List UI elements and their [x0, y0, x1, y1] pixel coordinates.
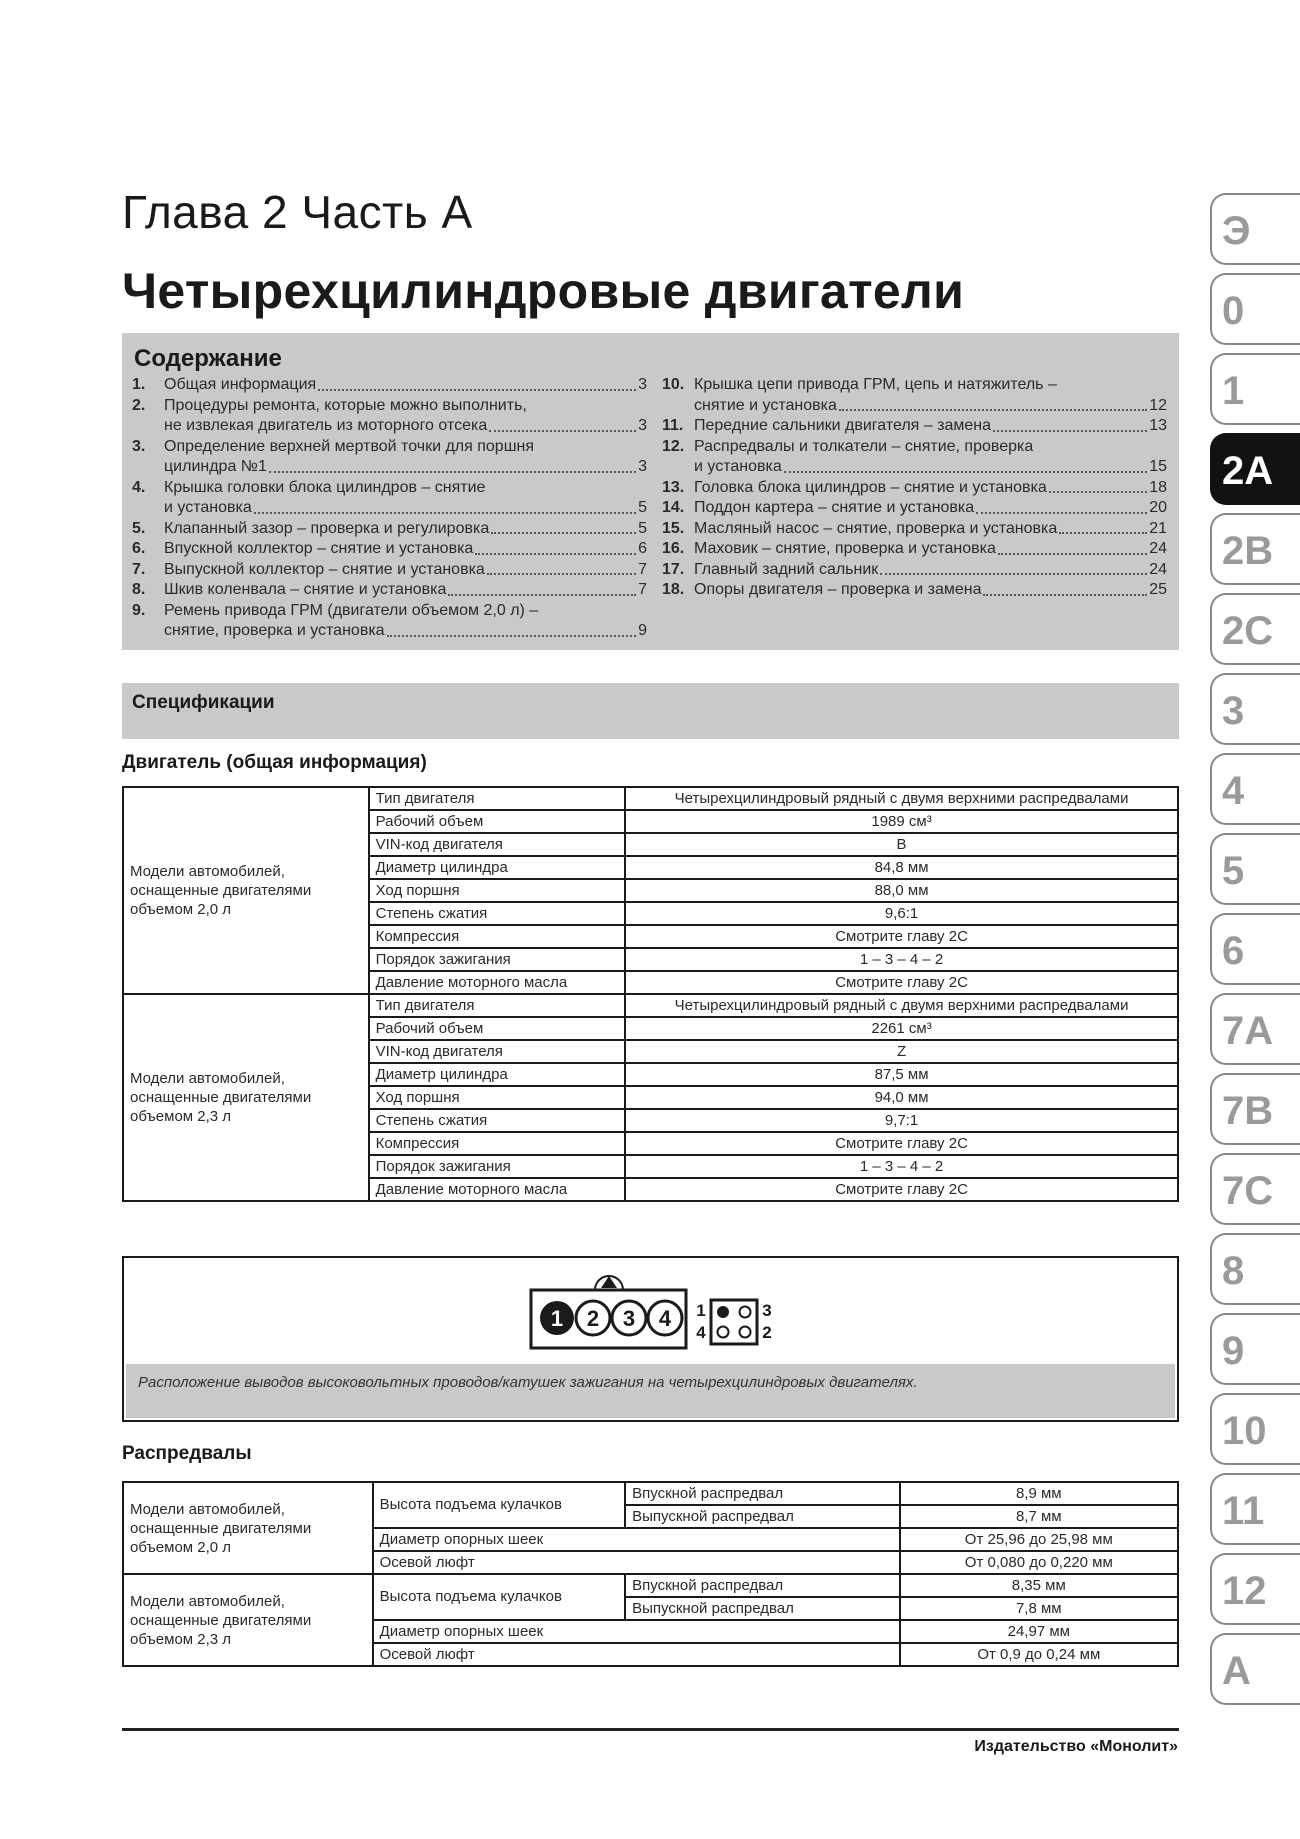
parameter-cell: Рабочий объем: [369, 1017, 626, 1040]
value-cell: 9,7:1: [625, 1109, 1178, 1132]
parameter-cell: Компрессия: [369, 1132, 626, 1155]
value-cell: 1 – 3 – 4 – 2: [625, 948, 1178, 971]
cylinder-2-label: 2: [586, 1306, 600, 1331]
chapter-tab-1[interactable]: 1: [1210, 353, 1300, 425]
toc-page-number: 25: [1149, 581, 1167, 598]
table-row: [123, 1574, 1178, 1597]
cam-model-cell: Модели автомобилей, оснащенные двигателями объемом 2,3 л: [123, 1574, 373, 1666]
diagram-caption: Расположение выводов высоковольтных проводов/катушек зажигания на четырехцилиндровых двигателях.: [138, 1374, 918, 1391]
coil-terminal-2: [740, 1327, 751, 1338]
exhaust-label-cell: Выпускной распредвал: [625, 1505, 900, 1528]
toc-leader: [983, 594, 1147, 596]
toc-item: [132, 478, 647, 519]
toc-page-number: 18: [1149, 478, 1167, 496]
page-title: Четырехцилиндровые двигатели: [122, 263, 965, 319]
camshaft-spec-table: [122, 1481, 1179, 1667]
table-row: [123, 787, 1178, 810]
lift-label-cell: Высота подъема кулачков: [373, 1482, 626, 1528]
parameter-cell: Степень сжатия: [369, 1109, 626, 1132]
coil-label-4: 4: [696, 1323, 706, 1342]
toc-page-number: 5: [638, 499, 647, 516]
toc-text: и установка: [694, 458, 782, 475]
toc-text: Определение верхней мертвой точки для поршня: [164, 437, 535, 455]
value-cell: 84,8 мм: [625, 856, 1178, 879]
toc-line: [694, 396, 1167, 417]
toc-page-number: 3: [638, 417, 647, 434]
toc-line: [694, 539, 1167, 560]
chapter-tab-7b[interactable]: 7B: [1210, 1073, 1300, 1145]
chapter-tab-2a[interactable]: 2A: [1210, 433, 1300, 505]
parameter-cell: Ход поршня: [369, 879, 626, 902]
chapter-tab-11[interactable]: 11: [1210, 1473, 1300, 1545]
toc-number: 15.: [662, 519, 685, 537]
value-cell: 94,0 мм: [625, 1086, 1178, 1109]
engine-model-cell: Модели автомобилей, оснащенные двигателями объемом 2,0 л: [123, 787, 369, 994]
toc-line: [694, 560, 1167, 581]
toc-text: снятие и установка: [694, 396, 837, 414]
engine-front-arrow-icon: [595, 1276, 623, 1290]
toc-item: [132, 519, 647, 540]
toc-leader: [491, 532, 636, 534]
toc-number: 10.: [662, 376, 685, 393]
intake-label-cell: Впускной распредвал: [625, 1482, 900, 1505]
toc-text: Масляный насос – снятие, проверка и установка: [694, 519, 1058, 537]
toc-number: 7.: [132, 560, 146, 578]
toc-line: [694, 416, 1167, 437]
toc-leader: [318, 389, 636, 391]
value-cell: Смотрите главу 2С: [625, 925, 1178, 948]
parameter-cell: Компрессия: [369, 925, 626, 948]
toc-item: [662, 498, 1167, 519]
toc-item: [662, 560, 1167, 581]
toc-leader: [784, 471, 1147, 473]
ignition-layout-figure: [519, 1262, 819, 1366]
engine-spec-table: [122, 786, 1179, 1202]
parameter-cell: Степень сжатия: [369, 902, 626, 925]
value-cell: B: [625, 833, 1178, 856]
toc-line: [694, 457, 1167, 478]
parameter-cell: VIN-код двигателя: [369, 833, 626, 856]
toc-line: [164, 375, 647, 396]
toc-left-column: [132, 375, 647, 642]
parameter-cell: Тип двигателя: [369, 787, 626, 810]
toc-number: 8.: [132, 581, 146, 598]
toc-line: [694, 478, 1167, 499]
table-row: [123, 994, 1178, 1017]
ignition-diagram: [122, 1256, 1179, 1422]
toc-leader: [269, 471, 636, 473]
chapter-tab-10[interactable]: 10: [1210, 1393, 1300, 1465]
toc-number: 18.: [662, 581, 685, 598]
chapter-tab-2c[interactable]: 2C: [1210, 593, 1300, 665]
contents-heading: Содержание: [134, 345, 282, 372]
cylinder-4-label: 4: [658, 1306, 672, 1331]
toc-line: [164, 498, 647, 519]
coil-terminal-4: [718, 1327, 729, 1338]
toc-text: Процедуры ремонта, которые можно выполнить,: [164, 396, 527, 414]
toc-line: [164, 457, 647, 478]
toc-number: 4.: [132, 478, 146, 496]
value-cell: Z: [625, 1040, 1178, 1063]
toc-text: Передние сальники двигателя – замена: [694, 417, 991, 434]
endplay-value-cell: От 0,080 до 0,220 мм: [900, 1551, 1178, 1574]
coil-label-3: 3: [762, 1301, 772, 1320]
toc-leader: [998, 553, 1147, 555]
toc-line: [694, 498, 1167, 519]
toc-number: 14.: [662, 499, 685, 516]
cylinder-3-circle: [612, 1301, 646, 1335]
toc-item: [132, 580, 647, 601]
chapter-tab-0[interactable]: 0: [1210, 273, 1300, 345]
toc-item: [132, 560, 647, 581]
specifications-bar: [122, 683, 1179, 739]
exhaust-value-cell: 7,8 мм: [900, 1597, 1178, 1620]
chapter-heading: Глава 2 Часть А: [122, 186, 473, 238]
toc-line: [164, 416, 647, 437]
toc-text: Выпускной коллектор – снятие и установка: [164, 560, 485, 578]
toc-number: 12.: [662, 437, 685, 455]
journal-label-cell: Диаметр опорных шеек: [373, 1620, 900, 1643]
toc-line: [694, 580, 1167, 601]
toc-right-column: [662, 375, 1167, 601]
toc-page-number: 24: [1149, 540, 1167, 557]
toc-item: [662, 580, 1167, 601]
cylinder-3-label: 3: [622, 1306, 636, 1331]
toc-text: Впускной коллектор – снятие и установка: [164, 540, 474, 557]
toc-text: Крышка цепи привода ГРМ, цепь и натяжитель –: [694, 376, 1057, 393]
journal-value-cell: От 25,96 до 25,98 мм: [900, 1528, 1178, 1551]
toc-text: Главный задний сальник: [694, 560, 879, 578]
toc-page-number: 15: [1149, 458, 1167, 475]
endplay-label-cell: Осевой люфт: [373, 1643, 900, 1666]
coil-terminal-1: [717, 1306, 729, 1318]
value-cell: Смотрите главу 2С: [625, 1178, 1178, 1201]
toc-number: 2.: [132, 396, 146, 414]
toc-number: 9.: [132, 601, 146, 619]
coil-pack-outline: [711, 1300, 757, 1344]
cylinder-1-circle: [540, 1301, 574, 1335]
parameter-cell: Диаметр цилиндра: [369, 1063, 626, 1086]
toc-text: Ремень привода ГРМ (двигатели объемом 2,0 л) –: [164, 601, 539, 619]
contents-box: [122, 333, 1179, 650]
toc-page-number: 7: [638, 581, 647, 598]
toc-leader: [489, 430, 636, 432]
toc-line: [164, 539, 647, 560]
toc-page-number: 13: [1149, 417, 1167, 434]
value-cell: Четырехцилиндровый рядный с двумя верхними распредвалами: [625, 787, 1178, 810]
parameter-cell: Рабочий объем: [369, 810, 626, 833]
toc-text: Шкив коленвала – снятие и установка: [164, 581, 447, 598]
value-cell: 1 – 3 – 4 – 2: [625, 1155, 1178, 1178]
toc-leader: [487, 573, 636, 575]
parameter-cell: Порядок зажигания: [369, 1155, 626, 1178]
value-cell: 88,0 мм: [625, 879, 1178, 902]
toc-number: 3.: [132, 437, 146, 455]
toc-number: 16.: [662, 540, 685, 557]
toc-line: [164, 621, 647, 642]
toc-number: 17.: [662, 560, 685, 578]
coil-label-2: 2: [762, 1323, 772, 1342]
toc-item: [132, 437, 647, 478]
journal-value-cell: 24,97 мм: [900, 1620, 1178, 1643]
toc-page-number: 24: [1149, 560, 1167, 578]
toc-item: [132, 539, 647, 560]
toc-text: Маховик – снятие, проверка и установка: [694, 540, 996, 557]
toc-leader: [880, 573, 1147, 575]
diagram-caption-bar: [126, 1364, 1175, 1418]
toc-text: Поддон картера – снятие и установка: [694, 499, 975, 516]
toc-line: [164, 560, 647, 581]
chapter-tab-4[interactable]: 4: [1210, 753, 1300, 825]
toc-item: [132, 396, 647, 437]
toc-item: [662, 375, 1167, 416]
intake-label-cell: Впускной распредвал: [625, 1574, 900, 1597]
parameter-cell: Диаметр цилиндра: [369, 856, 626, 879]
chapter-tab-8[interactable]: 8: [1210, 1233, 1300, 1305]
toc-page-number: 6: [638, 540, 647, 557]
toc-text: цилиндра №1: [164, 458, 267, 475]
toc-item: [662, 416, 1167, 437]
toc-line: [164, 519, 647, 540]
toc-number: 6.: [132, 540, 146, 557]
toc-text: не извлекая двигатель из моторного отсека: [164, 417, 488, 434]
toc-text: Опоры двигателя – проверка и замена: [694, 581, 982, 598]
value-cell: 2261 см³: [625, 1017, 1178, 1040]
camshaft-section-title: Распредвалы: [122, 1443, 252, 1464]
toc-text: Общая информация: [164, 376, 317, 393]
cylinder-4-circle: [648, 1301, 682, 1335]
lift-label-cell: Высота подъема кулачков: [373, 1574, 626, 1620]
value-cell: 9,6:1: [625, 902, 1178, 925]
toc-page-number: 3: [638, 376, 647, 393]
value-cell: Четырехцилиндровый рядный с двумя верхними распредвалами: [625, 994, 1178, 1017]
intake-value-cell: 8,9 мм: [900, 1482, 1178, 1505]
value-cell: Смотрите главу 2С: [625, 1132, 1178, 1155]
toc-text: Клапанный зазор – проверка и регулировка: [164, 519, 490, 537]
toc-page-number: 9: [638, 622, 647, 639]
chapter-tab-7c[interactable]: 7C: [1210, 1153, 1300, 1225]
coil-terminal-3: [740, 1307, 751, 1318]
parameter-cell: VIN-код двигателя: [369, 1040, 626, 1063]
toc-text: Головка блока цилиндров – снятие и установка: [694, 478, 1047, 496]
toc-leader: [475, 553, 636, 555]
engine-model-cell: Модели автомобилей, оснащенные двигателями объемом 2,3 л: [123, 994, 369, 1201]
intake-value-cell: 8,35 мм: [900, 1574, 1178, 1597]
toc-text: Распредвалы и толкатели – снятие, проверка: [694, 437, 1034, 455]
chapter-tab-7a[interactable]: 7A: [1210, 993, 1300, 1065]
coil-label-1: 1: [696, 1301, 706, 1320]
toc-text: Крышка головки блока цилиндров – снятие: [164, 478, 486, 496]
toc-text: и установка: [164, 499, 252, 516]
cam-model-cell: Модели автомобилей, оснащенные двигателями объемом 2,0 л: [123, 1482, 373, 1574]
toc-leader: [976, 512, 1147, 514]
exhaust-label-cell: Выпускной распредвал: [625, 1597, 900, 1620]
value-cell: Смотрите главу 2С: [625, 971, 1178, 994]
toc-item: [662, 437, 1167, 478]
table-row: [123, 1482, 1178, 1505]
chapter-tab-12[interactable]: 12: [1210, 1553, 1300, 1625]
chapter-tab-6[interactable]: 6: [1210, 913, 1300, 985]
toc-number: 13.: [662, 478, 685, 496]
chapter-tab-3[interactable]: 3: [1210, 673, 1300, 745]
toc-page-number: 3: [638, 458, 647, 475]
toc-item: [132, 375, 647, 396]
toc-item: [662, 519, 1167, 540]
toc-number: 11.: [662, 417, 684, 434]
toc-page-number: 5: [638, 519, 647, 537]
parameter-cell: Давление моторного масла: [369, 1178, 626, 1201]
parameter-cell: Давление моторного масла: [369, 971, 626, 994]
toc-text: снятие, проверка и установка: [164, 622, 385, 639]
toc-line: [694, 519, 1167, 540]
toc-number: 1.: [132, 376, 146, 393]
parameter-cell: Порядок зажигания: [369, 948, 626, 971]
footer-rule: [122, 1728, 1179, 1731]
cylinder-2-circle: [576, 1301, 610, 1335]
toc-leader: [1049, 491, 1147, 493]
toc-item: [662, 539, 1167, 560]
chapter-tab-9[interactable]: 9: [1210, 1313, 1300, 1385]
toc-page-number: 12: [1149, 396, 1167, 414]
value-cell: 87,5 мм: [625, 1063, 1178, 1086]
endplay-label-cell: Осевой люфт: [373, 1551, 900, 1574]
chapter-tab-э[interactable]: Э: [1210, 193, 1300, 265]
publisher-name: Издательство «Монолит»: [974, 1738, 1178, 1755]
value-cell: 1989 см³: [625, 810, 1178, 833]
specifications-heading: Спецификации: [132, 692, 275, 713]
toc-page-number: 21: [1149, 519, 1167, 537]
chapter-tab-a[interactable]: A: [1210, 1633, 1300, 1705]
toc-item: [662, 478, 1167, 499]
toc-leader: [839, 409, 1147, 411]
engine-section-title: Двигатель (общая информация): [122, 752, 427, 773]
toc-leader: [1059, 532, 1147, 534]
endplay-value-cell: От 0,9 до 0,24 мм: [900, 1643, 1178, 1666]
toc-leader: [387, 635, 637, 637]
toc-leader: [993, 430, 1147, 432]
parameter-cell: Тип двигателя: [369, 994, 626, 1017]
exhaust-value-cell: 8,7 мм: [900, 1505, 1178, 1528]
toc-page-number: 7: [638, 560, 647, 578]
parameter-cell: Ход поршня: [369, 1086, 626, 1109]
chapter-tab-5[interactable]: 5: [1210, 833, 1300, 905]
chapter-tab-2b[interactable]: 2B: [1210, 513, 1300, 585]
toc-leader: [254, 512, 636, 514]
journal-label-cell: Диаметр опорных шеек: [373, 1528, 900, 1551]
toc-line: [164, 580, 647, 601]
toc-page-number: 20: [1149, 499, 1167, 516]
toc-number: 5.: [132, 519, 146, 537]
toc-item: [132, 601, 647, 642]
cylinder-1-label: 1: [550, 1306, 564, 1331]
toc-leader: [448, 594, 636, 596]
